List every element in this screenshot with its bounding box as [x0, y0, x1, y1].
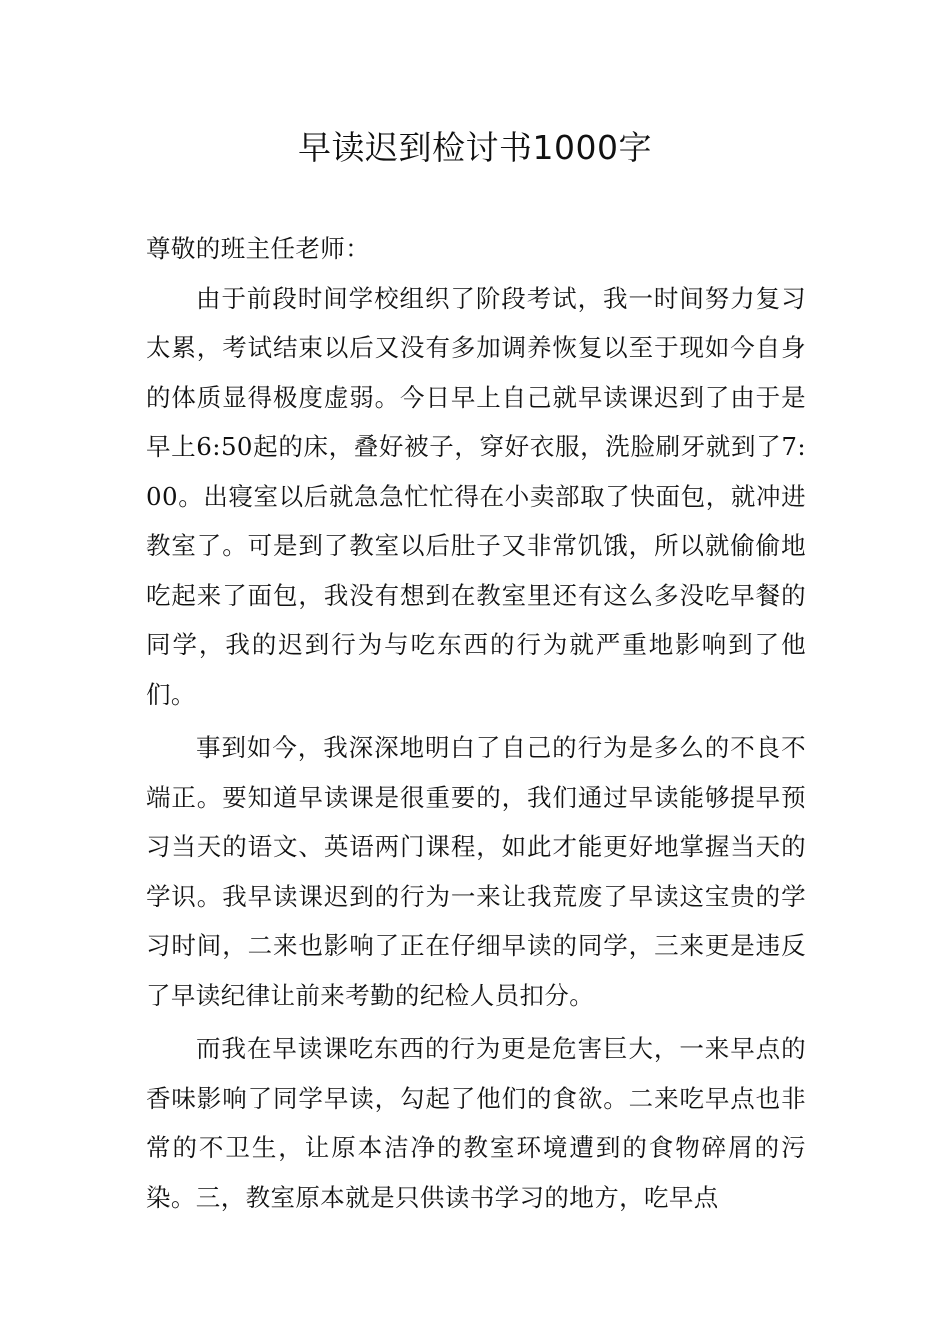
paragraph-2: 事到如今，我深深地明白了自己的行为是多么的不良不端正。要知道早读课是很重要的，我们通过早读能够提早预习当天的语文、英语两门课程，如此才能更好地掌握当天的学识。我早读课迟到的行为一来让我荒废了早读这宝贵的学习时间，二来也影响了正在仔细早读的同学，三来更是违反了早读纪律让前来考勤的纪检人员扣分。 [146, 733, 806, 1010]
document-title: 早读迟到检讨书1000字 [298, 128, 652, 167]
salutation: 尊敬的班主任老师： [146, 234, 371, 263]
paragraph-1: 由于前段时间学校组织了阶段考试，我一时间努力复习太累，考试结束以后又没有多加调养恢复以至于现如今自身的体质显得极度虚弱。今日早上自己就早读课迟到了由于是早上6:50起的床，叠好被子，穿好衣服，洗脸刷牙就到了7:00。出寝室以后就急急忙忙得在小卖部取了快面包，就冲进教室了。可是到了教室以后肚子又非常饥饿，所以就偷偷地吃起来了面包，我没有想到在教室里还有这么多没吃早餐的同学，我的迟到行为与吃东西的行为就严重地影响到了他们。 [146, 283, 806, 709]
paragraph-3: 而我在早读课吃东西的行为更是危害巨大，一来早点的香味影响了同学早读，勾起了他们的食欲。二来吃早点也非常的不卫生，让原本洁净的教室环境遭到的食物碎屑的污染。三，教室原本就是只供读书学习的地方，吃早点 [146, 1034, 806, 1212]
document-body [146, 224, 806, 1226]
